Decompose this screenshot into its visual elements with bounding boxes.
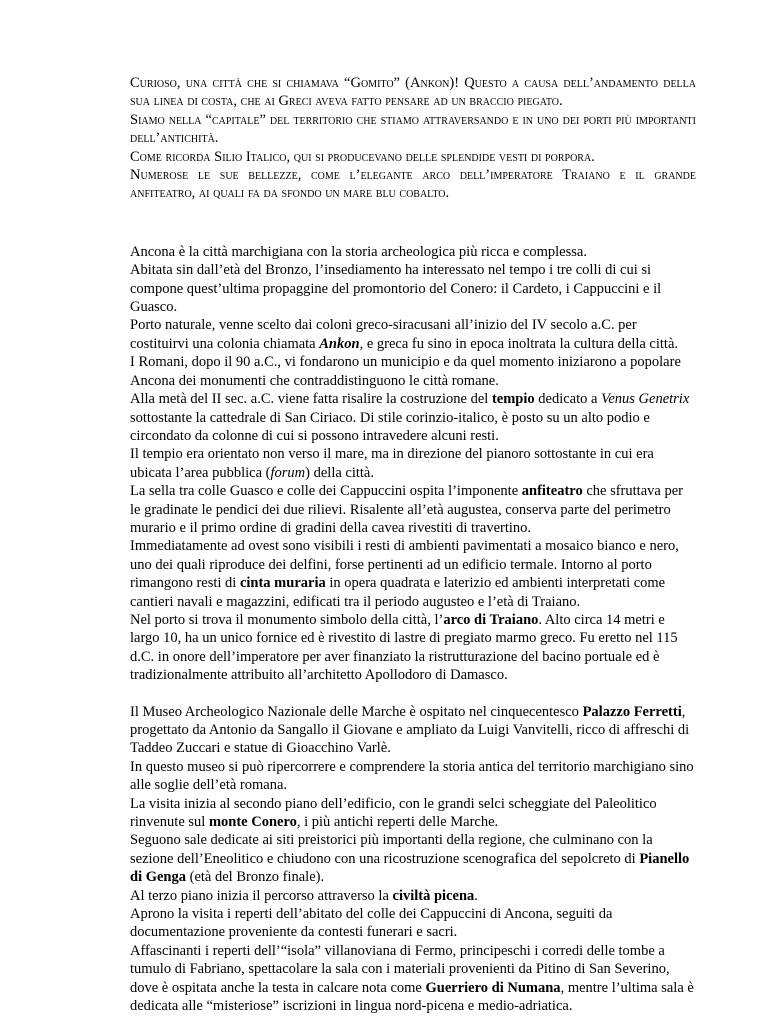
term-civilta-picena: civiltà picena	[392, 887, 475, 904]
section-ancona	[130, 243, 696, 685]
paragraph: Il tempio era orientato non verso il mare, ma in direzione del pianoro sottostante in cui era ubicata l’area pubblica (forum) della città.	[130, 446, 654, 481]
paragraph: Abitata sin dall’età del Bronzo, l’insediamento ha interessato nel tempo i tre colli di cui si compone quest’ultima propaggine del promontorio del Conero: il Cardeto, i Cappuccini e il Guasco.	[130, 262, 662, 316]
term-ankon: Ankon	[319, 335, 360, 352]
term-anfiteatro: anfiteatro	[521, 483, 583, 500]
spacer	[130, 685, 696, 703]
term-guerriero-di-numana: Guerriero di Numana	[425, 979, 561, 996]
intro-paragraph: Come ricorda Silio Italico, qui si producevano delle splendide vesti di porpora.	[130, 148, 595, 165]
paragraph: Alla metà del II sec. a.C. viene fatta risalire la costruzione del tempio dedicato a Venus Genetrix sottostante la cattedrale di San Ciriaco. Di stile corinzio-italico, è posto su un alto podio e circondato da colonne di cui si possono intravedere alcuni resti.	[130, 391, 690, 444]
term-forum: forum	[270, 464, 306, 481]
paragraph: Al terzo piano inizia il percorso attraverso la civiltà picena.	[130, 887, 478, 904]
paragraph: Affascinanti i reperti dell’“isola” villanoviana di Fermo, principeschi i corredi delle tombe a tumulo di Fabriano, spettacolare la sala con i materiali provenienti da Pitino di San Severino, dove è ospitata anche la testa in calcare nota come Guerriero di Numana, mentre l’ultima sala è dedicata alle “misteriose” iscrizioni in lingua nord-picena e medio-adriatica.	[130, 942, 694, 1015]
term-arco-di-traiano: arco di Traiano	[443, 611, 539, 628]
paragraph: La sella tra colle Guasco e colle dei Cappuccini ospita l’imponente anfiteatro che sfruttava per le gradinate le pendici dei due rilievi. Risalente all’età augustea, conserva parte del perimetro murario e il primo ordine di gradini della cavea rivestiti di travertino.	[130, 483, 683, 536]
paragraph: In questo museo si può ripercorrere e comprendere la storia antica del territorio marchigiano sino alle soglie dell’età romana.	[130, 758, 694, 794]
document-page	[130, 74, 696, 1016]
section-museo	[130, 703, 696, 1016]
term-palazzo-ferretti: Palazzo Ferretti	[582, 703, 682, 720]
intro-paragraph: Curioso, una città che si chiamava “Gomito” (Ankon)! Questo a causa dell’andamento della sua linea di costa, che ai Greci aveva fatto pensare ad un braccio piegato.	[130, 75, 696, 110]
spacer	[130, 203, 696, 243]
paragraph: Porto naturale, venne scelto dai coloni greco-siracusani all’inizio del IV secolo a.C. per costituirvi una colonia chiamata Ankon, e greca fu sino in epoca inoltrata la cultura della città.	[130, 317, 679, 352]
paragraph: Immediatamente ad ovest sono visibili i resti di ambienti pavimentati a mosaico bianco e nero, uno dei quali riproduce dei delfini, forse pertinenti ad un edificio termale. Intorno al porto rimangono resti di cinta muraria in opera quadrata e laterizio ed ambienti interpretati come cantieri navali e magazzini, edificati tra il periodo augusteo e l’età di Traiano.	[130, 538, 679, 610]
intro-paragraph: Numerose le sue bellezze, come l’elegante arco dell’imperatore Traiano e il grande anfiteatro, ai quali fa da sfondo un mare blu cobalto.	[130, 167, 696, 202]
term-venus-genetrix: Venus Genetrix	[601, 391, 690, 408]
paragraph: I Romani, dopo il 90 a.C., vi fondarono un municipio e da quel momento iniziarono a popolare Ancona dei monumenti che contraddistinguono le città romane.	[130, 354, 681, 389]
intro-block	[130, 74, 696, 203]
term-monte-conero: monte Conero	[208, 814, 297, 831]
term-pianello-di-genga: Pianello di Genga	[130, 850, 690, 886]
paragraph: Ancona è la città marchigiana con la storia archeologica più ricca e complessa.	[130, 243, 587, 260]
paragraph: Seguono sale dedicate ai siti preistorici più importanti della regione, che culminano con la sezione dell’Eneolitico e chiudono con una ricostruzione scenografica del sepolcreto di Pianello di Genga (età del Bronzo finale).	[130, 832, 690, 886]
term-cinta-muraria: cinta muraria	[239, 575, 326, 592]
paragraph: Nel porto si trova il monumento simbolo della città, l’arco di Traiano. Alto circa 14 metri e largo 10, ha un unico fornice ed è rivestito di lastre di pregiato marmo greco. Fu eretto nel 115 d.C. in onore dell’imperatore per aver finanziato la ristrutturazione del bacino portuale ed è tradizionalmente attribuito all’architetto Apollodoro di Damasco.	[130, 611, 678, 684]
paragraph: Aprono la visita i reperti dell’abitato del colle dei Cappuccini di Ancona, seguiti da documentazione proveniente da contesti funerari e sacri.	[130, 906, 613, 941]
term-tempio: tempio	[491, 391, 535, 408]
paragraph: Il Museo Archeologico Nazionale delle Marche è ospitato nel cinquecentesco Palazzo Ferretti, progettato da Antonio da Sangallo il Giovane e ampliato da Luigi Vanvitelli, ricco di affreschi di Taddeo Zuccari e statue di Gioacchino Varlè.	[130, 703, 690, 757]
intro-paragraph: Siamo nella “capitale” del territorio che stiamo attraversando e in uno dei porti più importanti dell’antichità.	[130, 111, 696, 147]
paragraph: La visita inizia al secondo piano dell’edificio, con le grandi selci scheggiate del Paleolitico rinvenute sul monte Conero, i più antichi reperti delle Marche.	[130, 795, 657, 831]
